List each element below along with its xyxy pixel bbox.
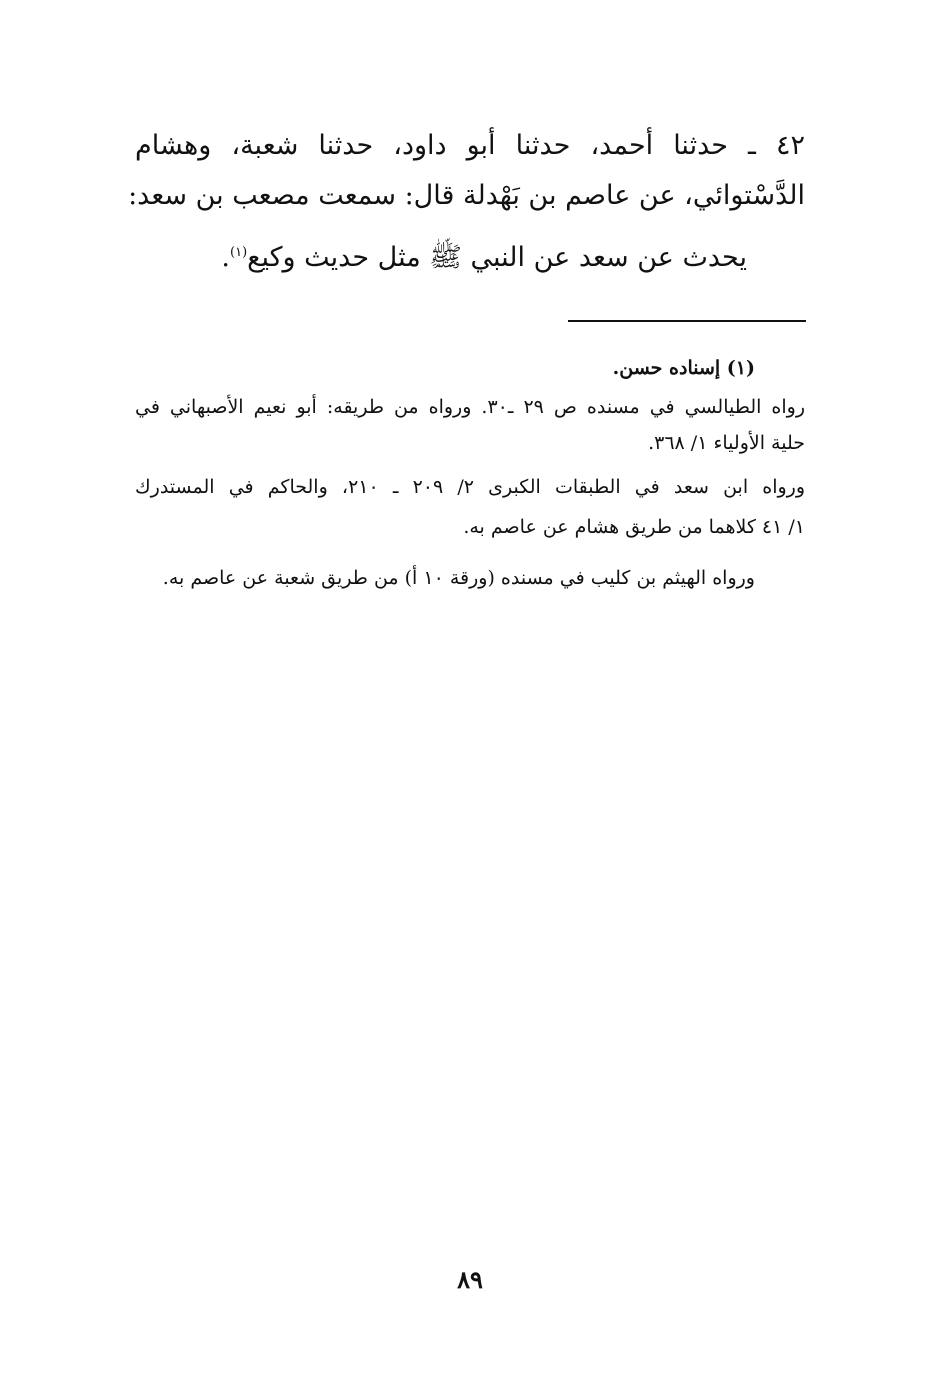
footnote-reference-marker: (١) (230, 245, 248, 260)
footnote-separator-rule (568, 320, 806, 322)
footnote-line-3: حلية الأولياء ١/ ٣٦٨. (648, 432, 805, 454)
footnote-line-4: ورواه ابن سعد في الطبقات الكبرى ٢/ ٢٠٩ ـ ٢١٠، والحاكم في المستدرك (135, 476, 806, 498)
footnote-1-heading: (١) إسناده حسن. (612, 357, 755, 379)
hadith-text-line-3-end: . (221, 242, 231, 273)
footnote-line-5: ١/ ٤١ كلاهما من طريق هشام عن عاصم به. (463, 516, 805, 538)
hadith-text-line-2: الدَّسْتوائي، عن عاصم بن بَهْدلة قال: سمعت مصعب بن سعد: (128, 180, 805, 211)
footnote-line-6: ورواه الهيثم بن كليب في مسنده (ورقة ١٠ أ) من طريق شعبة عن عاصم به. (162, 567, 755, 589)
hadith-text-line-3 (187, 238, 747, 278)
page-number: ٨٩ (457, 1265, 483, 1294)
footnote-line-2: رواه الطيالسي في مسنده ص ٢٩ ـ٣٠. ورواه من طريقه: أبو نعيم الأصبهاني في (135, 396, 805, 418)
hadith-text-line-3-body: يحدث عن سعد عن النبي ﷺ مثل حديث وكيع (247, 242, 747, 273)
hadith-text-line-1: ٤٢ ـ حدثنا أحمد، حدثنا أبو داود، حدثنا شعبة، وهشام (135, 130, 805, 161)
